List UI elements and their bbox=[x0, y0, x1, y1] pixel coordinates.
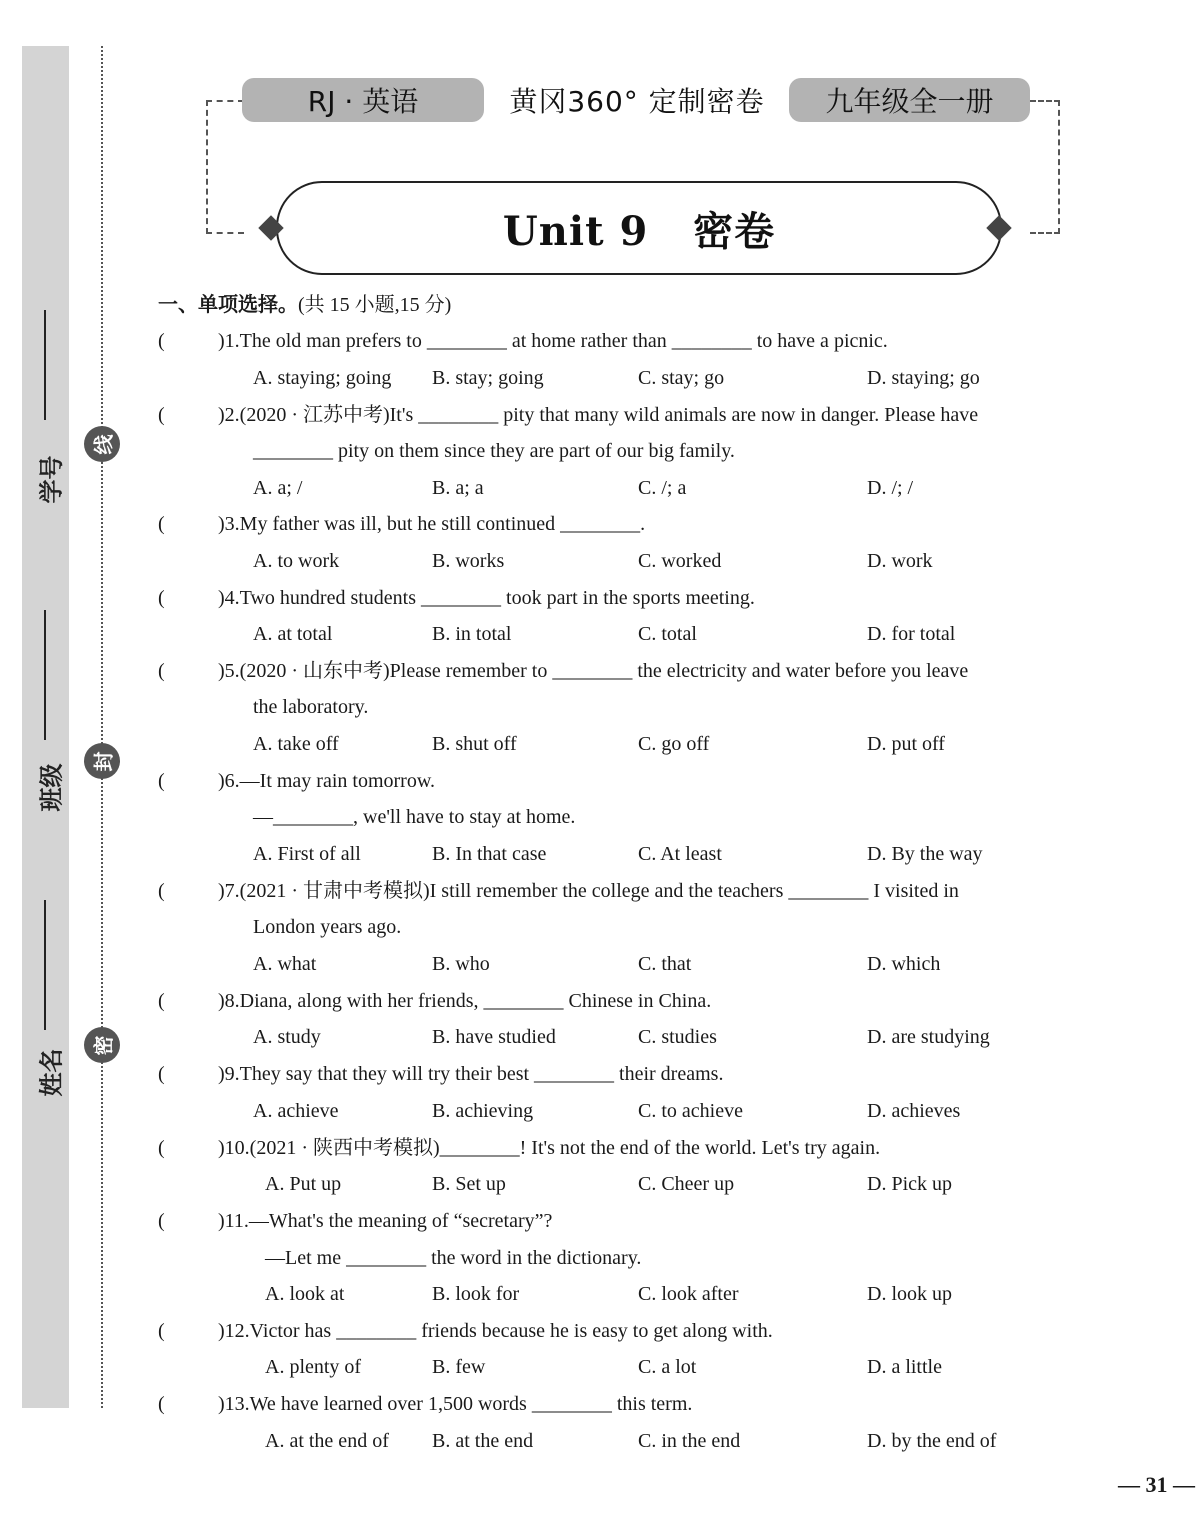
question-line bbox=[0, 1133, 1200, 1163]
question-line bbox=[0, 583, 1200, 613]
question-text: )6.—It may rain tomorrow. bbox=[218, 770, 435, 792]
option-b[interactable]: B. few bbox=[432, 1356, 486, 1378]
name-label: 姓名 bbox=[37, 1048, 66, 1097]
unit-title-box bbox=[276, 181, 1002, 275]
option-c[interactable]: C. /; a bbox=[638, 477, 687, 499]
question-line bbox=[0, 876, 1200, 906]
option-c[interactable]: C. go off bbox=[638, 733, 710, 755]
option-d[interactable]: D. are studying bbox=[867, 1026, 990, 1048]
options-row bbox=[0, 1426, 1200, 1456]
option-a[interactable]: A. look at bbox=[265, 1283, 345, 1305]
options-row bbox=[0, 1022, 1200, 1052]
option-b[interactable]: B. In that case bbox=[432, 843, 547, 865]
question-text: )4.Two hundred students ________ took part in the sports meeting. bbox=[218, 587, 755, 609]
answer-bracket[interactable]: ( bbox=[158, 1137, 165, 1159]
question-line-continued bbox=[0, 692, 1200, 722]
option-d[interactable]: D. look up bbox=[867, 1283, 952, 1305]
question-line bbox=[0, 326, 1200, 356]
section-title: 一、单项选择。(共 15 小题,15 分) bbox=[158, 292, 452, 316]
option-d[interactable]: D. work bbox=[867, 550, 933, 572]
option-c[interactable]: C. Cheer up bbox=[638, 1173, 735, 1195]
option-c[interactable]: C. studies bbox=[638, 1026, 717, 1048]
question-line bbox=[0, 766, 1200, 796]
option-d[interactable]: D. a little bbox=[867, 1356, 942, 1378]
option-a[interactable]: A. at total bbox=[253, 623, 333, 645]
option-a[interactable]: A. take off bbox=[253, 733, 339, 755]
question-text: )5.(2020 · 山东中考)Please remember to ________ the electricity and water before you leave bbox=[218, 660, 969, 682]
options-row bbox=[0, 546, 1200, 576]
option-b[interactable]: B. at the end bbox=[432, 1430, 534, 1452]
question-text: )11.—What's the meaning of “secretary”? bbox=[218, 1210, 553, 1232]
brand-title: 黄冈360° 定制密卷 bbox=[509, 85, 765, 118]
answer-bracket[interactable]: ( bbox=[158, 330, 165, 352]
question-text-continued: —Let me ________ the word in the dictionary. bbox=[265, 1247, 642, 1269]
question-line bbox=[0, 1316, 1200, 1346]
question-text: )1.The old man prefers to ________ at home rather than ________ to have a picnic. bbox=[218, 330, 888, 352]
header-frame-left bbox=[206, 100, 244, 234]
option-d[interactable]: D. staying; go bbox=[867, 367, 980, 389]
option-c[interactable]: C. look after bbox=[638, 1283, 739, 1305]
option-a[interactable]: A. First of all bbox=[253, 843, 361, 865]
question-text: )9.They say that they will try their best ________ their dreams. bbox=[218, 1063, 724, 1085]
student-id-label: 学号 bbox=[37, 455, 66, 504]
question-line-continued bbox=[0, 912, 1200, 942]
answer-bracket[interactable]: ( bbox=[158, 1063, 165, 1085]
answer-bracket[interactable]: ( bbox=[158, 587, 165, 609]
question-line bbox=[0, 509, 1200, 539]
option-b[interactable]: B. look for bbox=[432, 1283, 520, 1305]
answer-bracket[interactable]: ( bbox=[158, 1210, 165, 1232]
option-d[interactable]: D. Pick up bbox=[867, 1173, 952, 1195]
options-row bbox=[0, 1352, 1200, 1382]
question-line-continued bbox=[0, 436, 1200, 466]
option-b[interactable]: B. shut off bbox=[432, 733, 517, 755]
option-d[interactable]: D. which bbox=[867, 953, 941, 975]
answer-bracket[interactable]: ( bbox=[158, 513, 165, 535]
option-a[interactable]: A. what bbox=[253, 953, 317, 975]
question-line-continued bbox=[0, 1243, 1200, 1273]
options-row bbox=[0, 839, 1200, 869]
question-text-continued: London years ago. bbox=[253, 916, 402, 938]
seal-seal-mark: 封 bbox=[84, 743, 120, 779]
option-b[interactable]: B. have studied bbox=[432, 1026, 556, 1048]
option-b[interactable]: B. achieving bbox=[432, 1100, 534, 1122]
option-a[interactable]: A. plenty of bbox=[265, 1356, 362, 1378]
answer-bracket[interactable]: ( bbox=[158, 770, 165, 792]
option-a[interactable]: A. at the end of bbox=[265, 1430, 389, 1452]
question-text: )13.We have learned over 1,500 words ________ this term. bbox=[218, 1393, 693, 1415]
cut-line bbox=[101, 46, 103, 1408]
option-d[interactable]: D. for total bbox=[867, 623, 956, 645]
option-b[interactable]: B. in total bbox=[432, 623, 512, 645]
option-d[interactable]: D. /; / bbox=[867, 477, 914, 499]
answer-bracket[interactable]: ( bbox=[158, 1320, 165, 1342]
option-a[interactable]: A. achieve bbox=[253, 1100, 339, 1122]
option-b[interactable]: B. stay; going bbox=[432, 367, 544, 389]
question-text: )3.My father was ill, but he still continued ________. bbox=[218, 513, 646, 535]
options-row bbox=[0, 949, 1200, 979]
options-row bbox=[0, 1096, 1200, 1126]
grade-pill: 九年级全一册 bbox=[789, 78, 1030, 122]
question-text-continued: the laboratory. bbox=[253, 696, 369, 718]
unit-title: Unit 9 密卷 bbox=[502, 207, 776, 255]
question-text-continued: ________ pity on them since they are part of our big family. bbox=[253, 440, 735, 462]
question-text: )2.(2020 · 江苏中考)It's ________ pity that many wild animals are now in danger. Please have bbox=[218, 404, 979, 426]
option-c[interactable]: C. stay; go bbox=[638, 367, 725, 389]
options-row bbox=[0, 729, 1200, 759]
option-d[interactable]: D. achieves bbox=[867, 1100, 961, 1122]
question-line bbox=[0, 1206, 1200, 1236]
options-row bbox=[0, 1169, 1200, 1199]
question-line bbox=[0, 400, 1200, 430]
options-row bbox=[0, 363, 1200, 393]
option-b[interactable]: B. who bbox=[432, 953, 490, 975]
option-a[interactable]: A. to work bbox=[253, 550, 340, 572]
header-frame-right bbox=[1030, 100, 1060, 234]
option-c[interactable]: C. a lot bbox=[638, 1356, 697, 1378]
question-line-continued bbox=[0, 802, 1200, 832]
class-label: 班级 bbox=[37, 763, 66, 812]
seal-line-mark: 线 bbox=[84, 426, 120, 462]
option-a[interactable]: A. Put up bbox=[265, 1173, 342, 1195]
option-d[interactable]: D. put off bbox=[867, 733, 945, 755]
page-number: — 31 — bbox=[1118, 1472, 1195, 1497]
options-row bbox=[0, 1279, 1200, 1309]
option-c[interactable]: C. in the end bbox=[638, 1430, 741, 1452]
option-c[interactable]: C. to achieve bbox=[638, 1100, 743, 1122]
seal-secret-mark: 密 bbox=[84, 1027, 120, 1063]
option-c[interactable]: C. worked bbox=[638, 550, 722, 572]
option-a[interactable]: A. staying; going bbox=[253, 367, 392, 389]
question-text: )7.(2021 · 甘肃中考模拟)I still remember the college and the teachers ________ I visited in bbox=[218, 880, 959, 902]
option-c[interactable]: C. total bbox=[638, 623, 697, 645]
question-line bbox=[0, 1389, 1200, 1419]
question-text: )12.Victor has ________ friends because he is easy to get along with. bbox=[218, 1320, 773, 1342]
question-line bbox=[0, 986, 1200, 1016]
options-row bbox=[0, 619, 1200, 649]
option-c[interactable]: C. At least bbox=[638, 843, 722, 865]
question-line bbox=[0, 656, 1200, 686]
option-a[interactable]: A. a; / bbox=[253, 477, 303, 499]
option-b[interactable]: B. Set up bbox=[432, 1173, 506, 1195]
option-d[interactable]: D. by the end of bbox=[867, 1430, 997, 1452]
option-c[interactable]: C. that bbox=[638, 953, 692, 975]
option-a[interactable]: A. study bbox=[253, 1026, 321, 1048]
subject-pill: RJ · 英语 bbox=[242, 78, 484, 122]
answer-bracket[interactable]: ( bbox=[158, 660, 165, 682]
option-d[interactable]: D. By the way bbox=[867, 843, 983, 865]
option-b[interactable]: B. works bbox=[432, 550, 505, 572]
question-line bbox=[0, 1059, 1200, 1089]
question-text-continued: —________, we'll have to stay at home. bbox=[253, 806, 576, 828]
question-text: )8.Diana, along with her friends, ________ Chinese in China. bbox=[218, 990, 712, 1012]
answer-bracket[interactable]: ( bbox=[158, 1393, 165, 1415]
options-row bbox=[0, 473, 1200, 503]
question-text: )10.(2021 · 陕西中考模拟)________! It's not the end of the world. Let's try again. bbox=[218, 1137, 881, 1159]
option-b[interactable]: B. a; a bbox=[432, 477, 484, 499]
answer-bracket[interactable]: ( bbox=[158, 404, 165, 426]
answer-bracket[interactable]: ( bbox=[158, 880, 165, 902]
answer-bracket[interactable]: ( bbox=[158, 990, 165, 1012]
